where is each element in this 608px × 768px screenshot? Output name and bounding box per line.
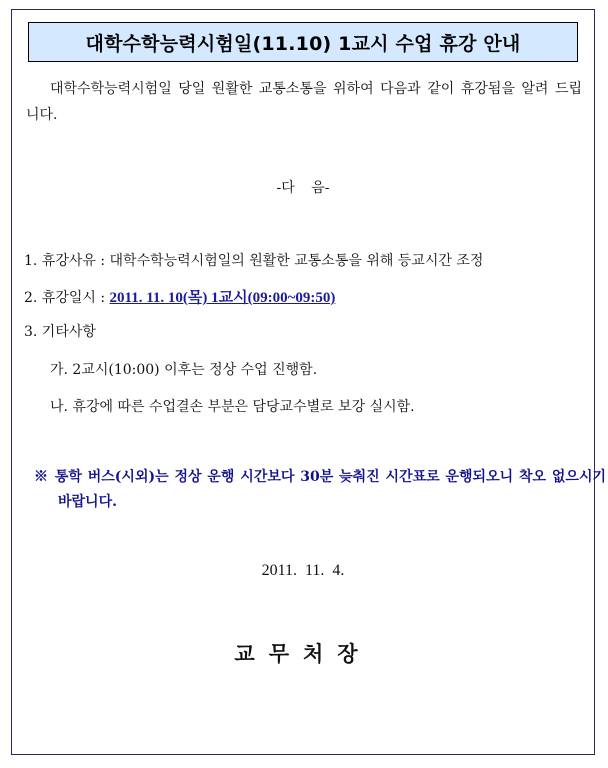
document-title: 대학수학능력시험일(11.10) 1교시 수업 휴강 안내 bbox=[85, 32, 521, 55]
sub-item-ga: 가. 2교시(10:00) 이후는 정상 수업 진행함. bbox=[50, 362, 318, 378]
item-other-label: 3. 기타사항 bbox=[24, 324, 96, 340]
item-reason bbox=[24, 250, 483, 270]
sub-item-na: 나. 휴강에 따른 수업결손 부분은 담당교수별로 보강 실시함. bbox=[50, 399, 415, 415]
item-datetime-link[interactable]: 2011. 11. 10(목) 1교시(09:00~09:50) bbox=[109, 290, 336, 306]
intro-paragraph: 대학수학능력시험일 당일 원활한 교통소통을 위하여 다음과 같이 휴강됨을 알려 드립니다. bbox=[26, 81, 582, 123]
item-reason-label: 1. 휴강사유 : bbox=[24, 253, 106, 269]
document-page bbox=[11, 9, 606, 755]
item-other bbox=[24, 321, 96, 341]
item-datetime-label: 2. 휴강일시 : bbox=[24, 290, 106, 306]
bus-notice: ※ 통학 버스(시외)는 정상 운행 시간보다 30분 늦춰진 시간표로 운행되오니 착오 없으시기 바랍니다. bbox=[34, 469, 606, 510]
item-reason-text: 대학수학능력시험일의 원활한 교통소통을 위해 등교시간 조정 bbox=[109, 253, 484, 269]
signer: 교무처장 bbox=[234, 641, 372, 666]
notice-heading: -다 음- bbox=[276, 180, 330, 196]
item-datetime bbox=[24, 286, 335, 307]
title-box bbox=[28, 22, 578, 62]
issue-date: 2011. 11. 4. bbox=[261, 562, 345, 579]
